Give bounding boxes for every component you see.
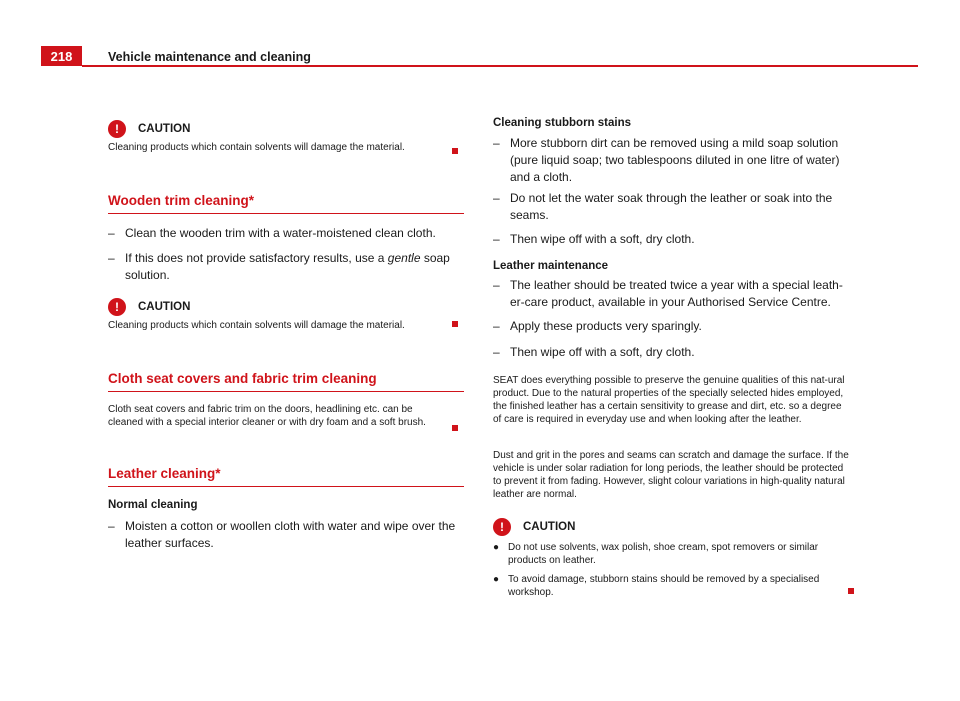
dash: – — [108, 251, 115, 265]
normal-cleaning-heading: Normal cleaning — [108, 499, 198, 511]
cloth-seat-text: Cloth seat covers and fabric trim on the doors, headlining etc. can be cleaned with a special interior cleaner or with dry foam and a soft brush. — [108, 404, 426, 428]
caution-bullet-1 — [493, 541, 849, 567]
stubborn-stains-heading: Cleaning stubborn stains — [493, 117, 632, 129]
caution-text: Cleaning products which contain solvents will damage the material. — [108, 142, 405, 153]
section-end-marker — [452, 148, 458, 154]
dash: – — [108, 226, 115, 240]
caution-block-3 — [493, 516, 849, 599]
dash: – — [493, 319, 500, 333]
caution-block-2 — [108, 296, 464, 332]
leather-paragraph-2: Dust and grit in the pores and seams can scratch and damage the surface. If the vehicle is under solar radiation for long periods, the leather should be protected to prevent it from fading. However, slight colour variations in high-quality natural leather are normal. — [493, 450, 849, 500]
list-item-text: Then wipe off with a soft, dry cloth. — [510, 232, 695, 246]
list-item-text: Do not let the water soak through the leather or soak into the seams. — [510, 191, 833, 222]
wooden-trim-item-1 — [108, 225, 464, 242]
caution-text: Cleaning products which contain solvents will damage the material. — [108, 320, 405, 331]
header-rule — [82, 65, 918, 67]
caution-icon: ! — [108, 298, 126, 316]
section-title: Leather cleaning* — [108, 466, 221, 481]
section-rule — [108, 213, 464, 214]
dash: – — [493, 232, 500, 246]
stubborn-item-3 — [493, 231, 853, 248]
maintenance-item-3 — [493, 344, 853, 361]
leather-item-1 — [108, 518, 464, 552]
caution-icon: ! — [493, 518, 511, 536]
list-item-text: If this does not provide satisfactory results, use a gentle soap solution. — [125, 251, 450, 282]
list-item-text: Apply these products very sparingly. — [510, 319, 702, 333]
section-end-marker — [848, 588, 854, 594]
leather-maintenance-heading: Leather maintenance — [493, 260, 609, 272]
leather-cleaning-section — [108, 466, 464, 487]
bullet-text: Do not use solvents, wax polish, shoe cream, spot removers or similar products on leather. — [508, 542, 819, 566]
caution-label: CAUTION — [138, 301, 191, 313]
leather-paragraph-1: SEAT does everything possible to preserve the genuine qualities of this nat-ural product. Due to the natural properties of the specially selected hides employed, the finished leather has a certain sensitivity to grease and dirt, etc. so a degree of care is required in everyday use and when looking after the leather. — [493, 375, 845, 425]
bullet: ● — [493, 574, 500, 585]
page-title: Vehicle maintenance and cleaning — [108, 50, 311, 64]
maintenance-item-2 — [493, 318, 853, 335]
list-item-text: Moisten a cotton or woollen cloth with water and wipe over the leather surfaces. — [125, 519, 456, 550]
dash: – — [493, 136, 500, 150]
section-rule — [108, 391, 464, 392]
dash: – — [108, 519, 115, 533]
dash: – — [493, 345, 500, 359]
stubborn-item-2 — [493, 190, 853, 224]
bullet-text: To avoid damage, stubborn stains should be removed by a specialised workshop. — [508, 574, 820, 598]
cloth-seat-section — [108, 371, 464, 392]
emphasis: gentle — [387, 251, 421, 265]
dash: – — [493, 191, 500, 205]
section-title: Cloth seat covers and fabric trim cleaning — [108, 371, 377, 386]
wooden-trim-item-2 — [108, 250, 464, 284]
list-item-text: Then wipe off with a soft, dry cloth. — [510, 345, 695, 359]
list-item-text: The leather should be treated twice a year with a special leath-er-care product, available in your Authorised Service Centre. — [510, 278, 843, 309]
section-title: Wooden trim cleaning* — [108, 193, 255, 208]
wooden-trim-section — [108, 193, 464, 214]
section-end-marker — [452, 321, 458, 327]
caution-bullet-2 — [493, 573, 849, 599]
stubborn-item-1 — [493, 135, 853, 186]
list-item-text: More stubborn dirt can be removed using a mild soap solution (pure liquid soap; two tablespoons diluted in one litre of water) and a cloth. — [510, 136, 840, 184]
section-end-marker — [452, 425, 458, 431]
maintenance-item-1 — [493, 277, 853, 311]
dash: – — [493, 278, 500, 292]
list-item-text: Clean the wooden trim with a water-moistened clean cloth. — [125, 226, 436, 240]
caution-icon: ! — [108, 120, 126, 138]
page-number: 218 — [41, 46, 82, 66]
caution-label: CAUTION — [523, 521, 576, 533]
section-rule — [108, 486, 464, 487]
caution-label: CAUTION — [138, 123, 191, 135]
bullet: ● — [493, 542, 500, 553]
caution-block-1 — [108, 118, 464, 154]
